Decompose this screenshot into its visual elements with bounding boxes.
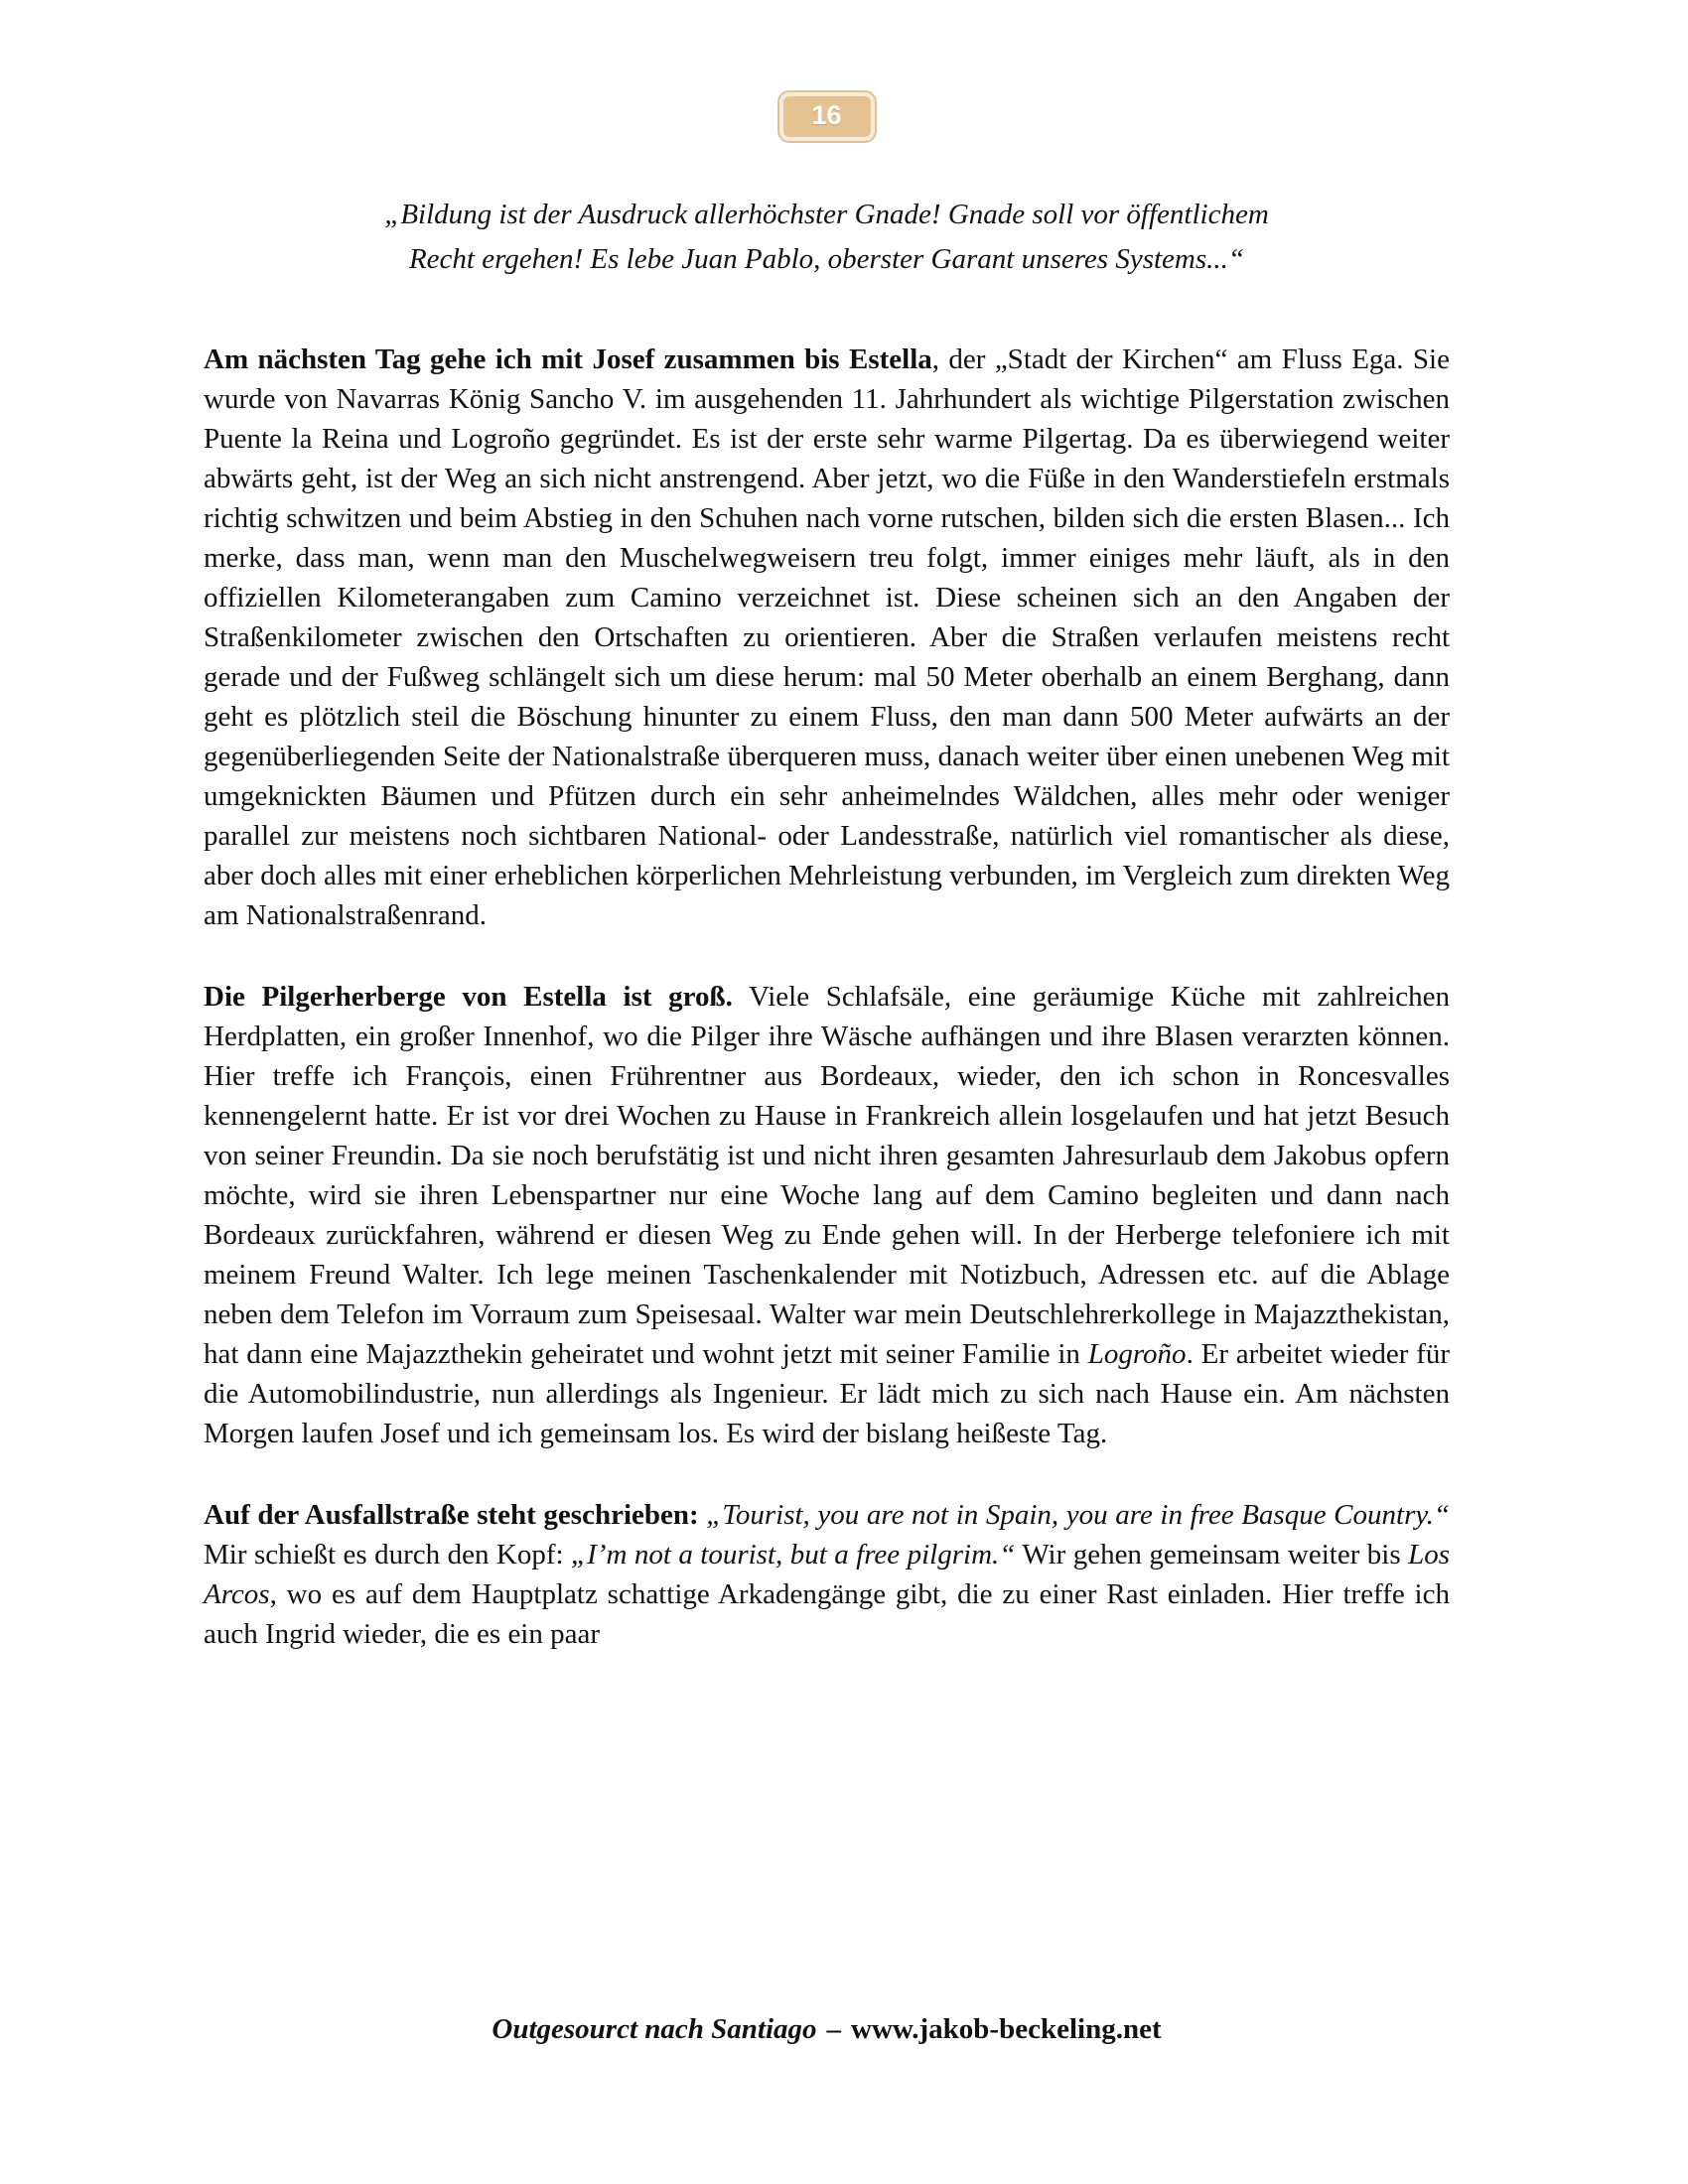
footer-website: www.jakob-beckeling.net [851, 2013, 1162, 2045]
epigraph-line-2: Recht ergehen! Es lebe Juan Pablo, oberster Garant unseres Systems...“ [408, 243, 1245, 275]
body-text [204, 340, 1450, 1654]
page-content [0, 92, 1688, 1654]
text-segment-normal: . Er arbeitet wieder für die Automobilindustrie, nun allerdings als Ingenieur. Er lädt mich zu sich nach Hause ein. Am nächsten Morgen laufen Josef und ich gemeinsam los. Es wird der bislang heißeste Tag. [204, 1338, 1451, 1449]
text-segment-italic: „I’m not a tourist, but a free pilgrim.“ [571, 1539, 1016, 1570]
text-segment-italic: „Tourist, you are not in Spain, you are in free Basque Country.“ [698, 1499, 1450, 1531]
paragraph [204, 1495, 1450, 1654]
text-segment-normal: Mir schießt es durch den Kopf: [204, 1539, 572, 1570]
epigraph [204, 193, 1450, 282]
text-segment-normal: Wir gehen gemeinsam weiter bis [1015, 1539, 1409, 1570]
paragraph [204, 977, 1450, 1453]
text-segment-bold: Auf der Ausfallstraße steht geschrieben: [204, 1499, 699, 1531]
text-segment-italic: Los Arcos [204, 1539, 1450, 1610]
page-number-row [204, 92, 1450, 141]
footer-separator: – [826, 2013, 842, 2045]
text-segment-bold: Die Pilgerherberge von Estella ist groß. [204, 981, 733, 1013]
text-segment-bold: Am nächsten Tag gehe ich mit Josef zusammen bis Estella [204, 343, 932, 375]
paragraph [204, 340, 1450, 935]
page-number-badge: 16 [779, 92, 875, 141]
text-segment-italic: Logroño [1087, 1338, 1187, 1370]
epigraph-line-1: „Bildung ist der Ausdruck allerhöchster Gnade! Gnade soll vor öffentlichem [384, 199, 1269, 230]
text-segment-normal: , der „Stadt der Kirchen“ am Fluss Ega. Sie wurde von Navarras König Sancho V. im ausgehenden 11. Jahrhundert als wichtige Pilgerstation zwischen Puente la Reina und Logroño gegründet. Es ist der erste sehr warme Pilgertag. Da es überwiegend weiter abwärts geht, ist der Weg an sich nicht anstrengend. Aber jetzt, wo die Füße in den Wanderstiefeln erstmals richtig schwitzen und beim Abstieg in den Schuhen nach vorne rutschen, bilden sich die ersten Blasen... Ich merke, dass man, wenn man den Muschelwegweisern treu folgt, immer einiges mehr läuft, als in den offiziellen Kilometerangaben zum Camino verzeichnet ist. Diese scheinen sich an den Angaben der Straßenkilometer zwischen den Ortschaften zu orientieren. Aber die Straßen verlaufen meistens recht gerade und der Fußweg schlängelt sich um diese herum: mal 50 Meter oberhalb an einem Berghang, dann geht es plötzlich steil die Böschung hinunter zu einem Fluss, den man dann 500 Meter aufwärts an der gegenüberliegenden Seite der Nationalstraße überqueren muss, danach weiter über einen unebenen Weg mit umgeknickten Bäumen und Pfützen durch ein sehr anheimelndes Wäldchen, alles mehr oder weniger parallel zur meistens noch sichtbaren National- oder Landesstraße, natürlich viel romantischer als diese, aber doch alles mit einer erheblichen körperlichen Mehrleistung verbunden, im Vergleich zum direkten Weg am Nationalstraßenrand. [204, 343, 1450, 931]
text-segment-normal: Viele Schlafsäle, eine geräumige Küche mit zahlreichen Herdplatten, ein großer Innenhof, wo die Pilger ihre Wäsche aufhängen und ihre Blasen verarzten können. Hier treffe ich François, einen Frührentner aus Bordeaux, wieder, den ich schon in Roncesvalles kennengelernt hatte. Er ist vor drei Wochen zu Hause in Frankreich allein losgelaufen und hat jetzt Besuch von seiner Freundin. Da sie noch berufstätig ist und nicht ihren gesamten Jahresurlaub dem Jakobus opfern möchte, wird sie ihren Lebenspartner nur eine Woche lang auf dem Camino begleiten und dann nach Bordeaux zurückfahren, während er diesen Weg zu Ende gehen will. In der Herberge telefoniere ich mit meinem Freund Walter. Ich lege meinen Taschenkalender mit Notizbuch, Adressen etc. auf die Ablage neben dem Telefon im Vorraum zum Speisesaal. Walter war mein Deutschlehrerkollege in Majazzthekistan, hat dann eine Majazzthekin geheiratet und wohnt jetzt mit seiner Familie in [204, 981, 1450, 1370]
footer-book-title: Outgesourct nach Santiago [492, 2013, 817, 2045]
page-footer [204, 2011, 1450, 2047]
text-segment-normal: , wo es auf dem Hauptplatz schattige Arkadengänge gibt, die zu einer Rast einladen. Hier treffe ich auch Ingrid wieder, die es ein paar [204, 1578, 1450, 1650]
